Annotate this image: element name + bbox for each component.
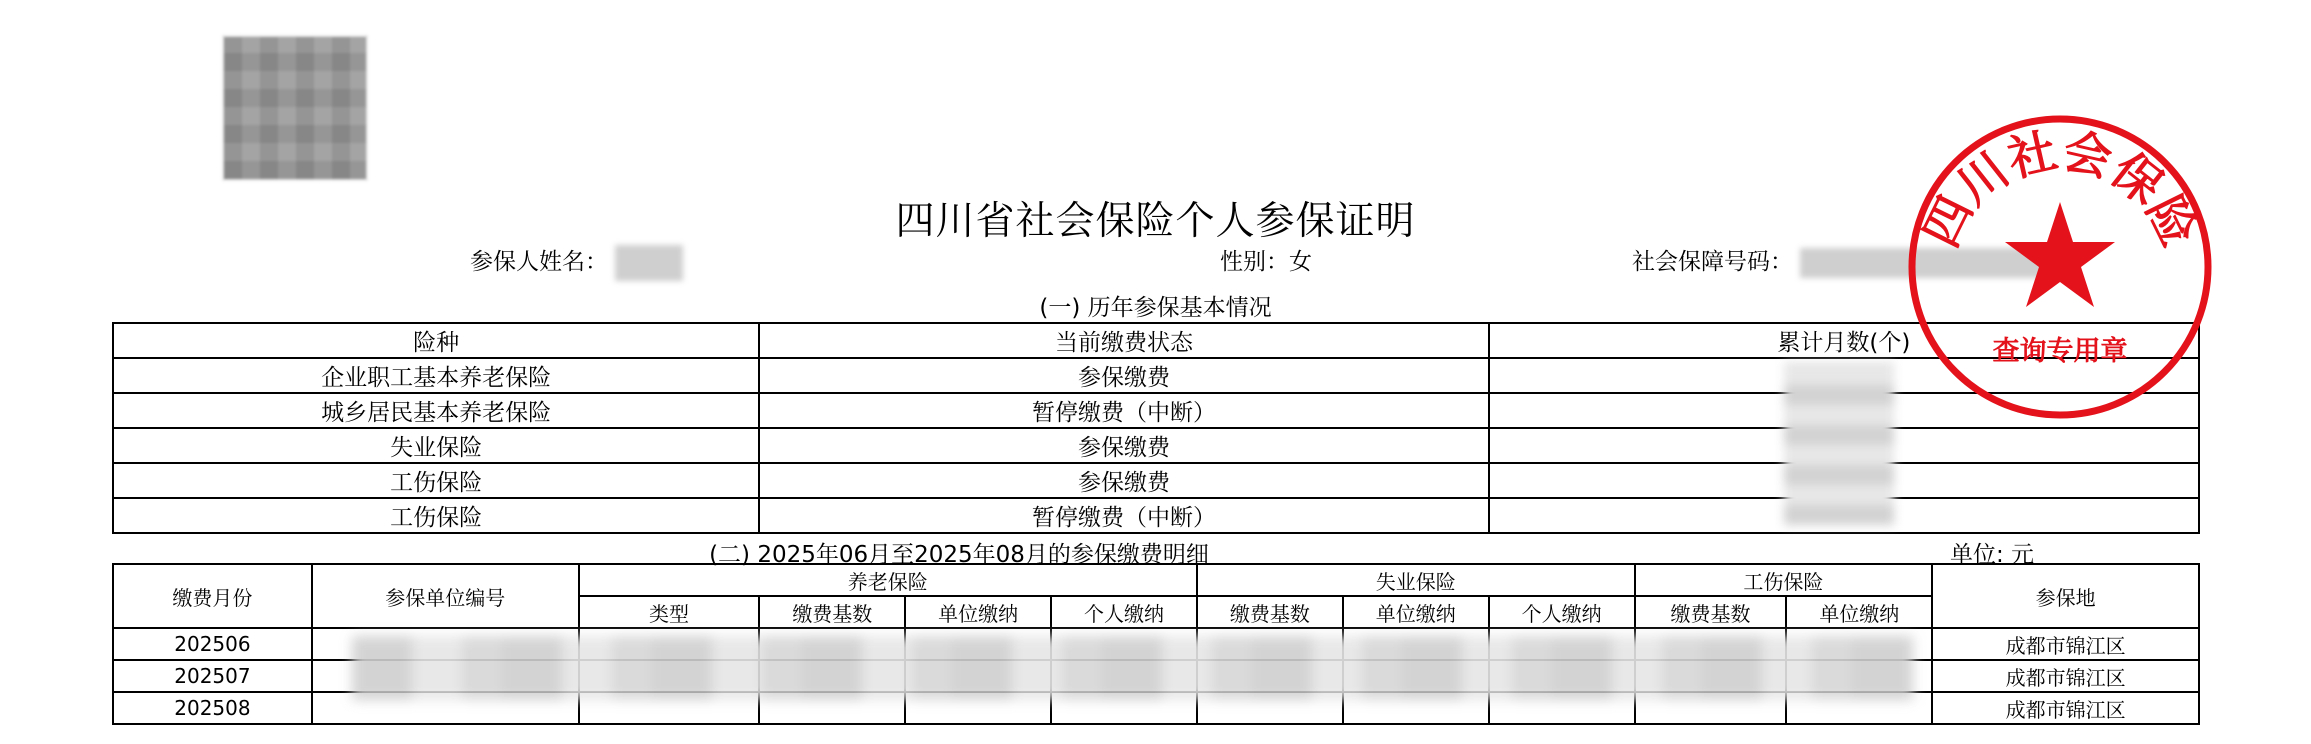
- insurance-type-cell: 失业保险: [113, 428, 759, 463]
- seal-bottom-text: 查询专用章: [1992, 336, 2128, 367]
- section2-title: (二) 2025年06月至2025年08月的参保缴费明细: [709, 542, 1209, 568]
- ssn-label: 社会保障号码：: [1632, 249, 1793, 275]
- place-cell: 成都市锦江区: [1932, 660, 2199, 692]
- name-redacted: [615, 245, 683, 281]
- months-redacted: [1784, 363, 1894, 525]
- header-cell: 缴费月份: [113, 564, 312, 628]
- place-cell: 成都市锦江区: [1932, 628, 2199, 660]
- status-cell: 参保缴费: [759, 428, 1488, 463]
- status-cell: 暂停缴费（中断）: [759, 498, 1488, 533]
- header-cell: 工伤保险: [1635, 564, 1933, 596]
- header-cell: 参保地: [1932, 564, 2199, 628]
- table-header-row: [113, 564, 2199, 596]
- header-cell: 单位缴纳: [1343, 596, 1489, 628]
- insurance-type-cell: 企业职工基本养老保险: [113, 358, 759, 393]
- month-cell: 202508: [113, 692, 312, 724]
- header-cell: 参保单位编号: [312, 564, 579, 628]
- star-icon: [2005, 202, 2115, 307]
- header-cell: 险种: [113, 323, 759, 358]
- header-cell: 个人缴纳: [1051, 596, 1197, 628]
- insurance-type-cell: 工伤保险: [113, 463, 759, 498]
- official-seal: [1905, 112, 2215, 422]
- header-cell: 单位缴纳: [905, 596, 1051, 628]
- status-cell: 参保缴费: [759, 358, 1488, 393]
- month-cell: 202506: [113, 628, 312, 660]
- header-cell: 缴费基数: [759, 596, 905, 628]
- name-label: 参保人姓名：: [470, 249, 608, 275]
- place-cell: 成都市锦江区: [1932, 692, 2199, 724]
- gender-field: 性别：女: [1220, 249, 1312, 275]
- insurance-type-cell: 工伤保险: [113, 498, 759, 533]
- status-cell: 暂停缴费（中断）: [759, 393, 1488, 428]
- header-cell: 类型: [579, 596, 760, 628]
- page-title: 四川省社会保险个人参保证明: [895, 199, 1416, 244]
- insurance-type-cell: 城乡居民基本养老保险: [113, 393, 759, 428]
- month-cell: 202507: [113, 660, 312, 692]
- header-cell: 失业保险: [1197, 564, 1635, 596]
- unit-label: 单位: 元: [1950, 542, 2035, 568]
- table-header-row: [113, 323, 2199, 358]
- header-cell: 缴费基数: [1197, 596, 1343, 628]
- header-cell: 累计月数(个): [1489, 323, 2199, 358]
- status-cell: 参保缴费: [759, 463, 1488, 498]
- header-cell: 当前缴费状态: [759, 323, 1488, 358]
- id-photo: [222, 35, 368, 181]
- seal-arc-text: 四川社会保险: [1913, 122, 2207, 256]
- payment-redacted: [352, 636, 1914, 700]
- header-cell: 养老保险: [579, 564, 1197, 596]
- header-cell: 缴费基数: [1635, 596, 1787, 628]
- header-cell: 个人缴纳: [1489, 596, 1635, 628]
- name-field: [470, 243, 683, 281]
- header-cell: 单位缴纳: [1786, 596, 1932, 628]
- section1-title: (一) 历年参保基本情况: [1039, 295, 1272, 321]
